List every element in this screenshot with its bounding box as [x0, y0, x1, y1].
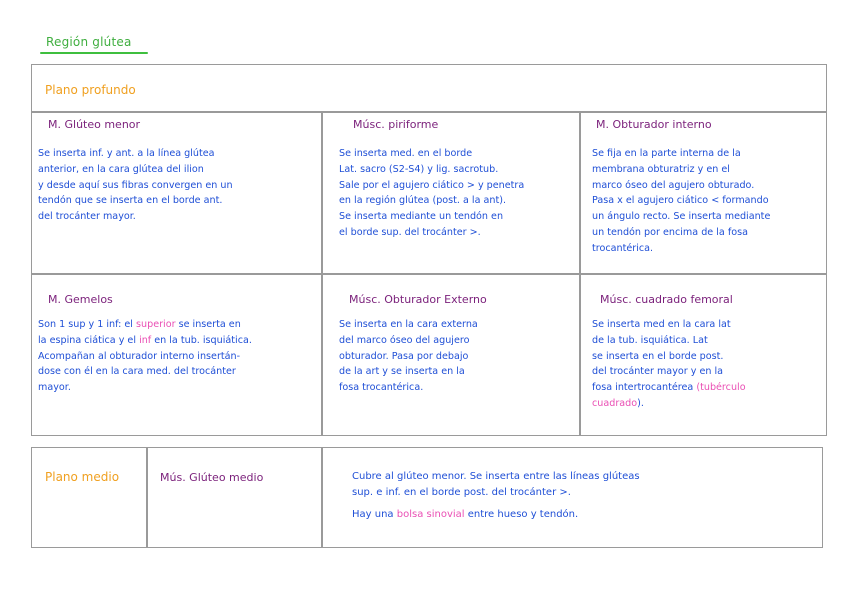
text-run: Pasa x el agujero ciático < formando — [592, 195, 769, 207]
text-run: en la región glútea (post. a la ant). — [339, 195, 507, 207]
text-run: Sale por el agujero ciático > y penetra — [339, 179, 525, 191]
deep-cell — [339, 293, 575, 396]
text-run: fosa intertrocantérea — [592, 382, 697, 394]
muscle-description — [592, 317, 824, 412]
text-line — [339, 146, 575, 162]
muscle-description — [592, 146, 824, 257]
text-line — [592, 241, 824, 257]
highlighted-text: (tubérculo — [696, 382, 746, 394]
text-run: entre hueso y tendón. — [464, 509, 579, 520]
text-run: un ángulo recto. Se inserta mediante — [592, 211, 771, 223]
text-run: de la art y se inserta en la — [339, 366, 465, 378]
divider — [31, 273, 827, 275]
text-run: trocantérica. — [592, 242, 654, 254]
muscle-description — [339, 146, 575, 241]
text-line — [38, 333, 318, 349]
muscle-description — [38, 317, 318, 396]
muscle-name: Mús. Glúteo medio — [160, 471, 264, 484]
text-line — [592, 146, 824, 162]
text-line — [592, 349, 824, 365]
text-run: en la tub. isquiática. — [151, 334, 252, 346]
text-run: dose con él en la cara med. del trocánter — [38, 366, 236, 378]
text-run: se inserta en — [175, 319, 241, 330]
muscle-name: M. Gemelos — [48, 293, 113, 306]
text-run: Se inserta med. en el borde — [339, 148, 473, 159]
text-line — [339, 225, 575, 241]
text-line — [38, 317, 318, 333]
highlighted-text: superior — [136, 319, 176, 330]
text-line — [592, 364, 824, 380]
text-run: marco óseo del agujero obturado. — [592, 179, 755, 191]
divider — [321, 111, 323, 436]
muscle-description — [352, 469, 818, 523]
text-run: fosa trocantérica. — [339, 382, 424, 394]
text-line — [38, 146, 318, 162]
text-line — [38, 209, 318, 225]
deep-plane-label: Plano profundo — [45, 83, 136, 97]
text-run: Hay una — [352, 509, 397, 520]
title-underline — [40, 52, 148, 54]
text-line — [592, 396, 824, 412]
highlighted-text: inf — [139, 334, 152, 346]
text-run: Acompañan al obturador interno insertán- — [38, 350, 241, 362]
text-run: y desde aquí sus fibras convergen en un — [38, 179, 233, 191]
text-run: anterior, en la cara glútea del ilion — [38, 163, 204, 175]
text-line — [592, 380, 824, 396]
page-title: Región glútea — [46, 35, 132, 49]
text-line — [352, 485, 818, 501]
text-run: el borde sup. del trocánter >. — [339, 226, 481, 238]
deep-cell — [592, 293, 824, 412]
deep-cell — [592, 118, 824, 257]
text-line — [592, 333, 824, 349]
text-run: se inserta en el borde post. — [592, 350, 724, 362]
text-run: Se inserta med en la cara lat — [592, 319, 731, 330]
text-line — [38, 364, 318, 380]
text-run: un tendón por encima de la fosa — [592, 226, 748, 238]
muscle-name: M. Glúteo menor — [48, 118, 141, 131]
divider — [146, 447, 148, 548]
text-line — [339, 364, 575, 380]
text-line — [352, 469, 818, 485]
mid-plane-label: Plano medio — [45, 470, 120, 484]
text-line — [339, 317, 575, 333]
text-run: Son 1 sup y 1 inf: el — [38, 319, 137, 330]
text-run: la espina ciática y el — [38, 334, 140, 346]
text-run: Cubre al glúteo menor. Se inserta entre las líneas glúteas — [352, 471, 640, 482]
divider — [321, 447, 323, 548]
muscle-description — [339, 317, 575, 396]
divider — [31, 111, 827, 113]
muscle-name: Músc. Obturador Externo — [349, 293, 487, 306]
text-line — [592, 317, 824, 333]
muscle-name: Músc. cuadrado femoral — [600, 293, 733, 306]
text-line — [339, 333, 575, 349]
text-line — [38, 193, 318, 209]
text-line — [352, 507, 818, 523]
text-run: mayor. — [38, 382, 71, 394]
muscle-description — [38, 146, 318, 225]
text-line — [592, 209, 824, 225]
text-line — [339, 349, 575, 365]
text-run: Se inserta mediante un tendón en — [339, 211, 504, 223]
highlighted-text: cuadrado — [592, 397, 638, 409]
text-line — [592, 225, 824, 241]
deep-cell — [38, 293, 318, 396]
text-line — [592, 178, 824, 194]
text-run: obturador. Pasa por debajo — [339, 350, 469, 362]
text-run: tendón que se inserta en el borde ant. — [38, 195, 223, 207]
text-line — [38, 380, 318, 396]
text-line — [592, 162, 824, 178]
text-run: membrana obturatriz y en el — [592, 163, 730, 175]
text-line — [38, 162, 318, 178]
muscle-name: M. Obturador interno — [596, 118, 712, 131]
highlighted-text: bolsa sinovial — [396, 509, 465, 520]
text-line — [339, 193, 575, 209]
text-line — [38, 349, 318, 365]
text-line — [339, 162, 575, 178]
muscle-name: Músc. piriforme — [353, 118, 439, 131]
text-line — [38, 178, 318, 194]
text-line — [339, 178, 575, 194]
text-run: Lat. sacro (S2-S4) y lig. sacrotub. — [339, 163, 499, 175]
text-line — [339, 209, 575, 225]
divider — [579, 111, 581, 436]
text-run: del trocánter mayor. — [38, 211, 136, 223]
text-run: Se fija en la parte interna de la — [592, 148, 741, 159]
text-run: del marco óseo del agujero — [339, 334, 470, 346]
text-run: de la tub. isquiática. Lat — [592, 334, 708, 346]
text-line — [592, 193, 824, 209]
text-run: Se inserta inf. y ant. a la línea glútea — [38, 148, 215, 159]
text-run: Se inserta en la cara externa — [339, 319, 478, 330]
text-run: sup. e inf. en el borde post. del trocánter >. — [352, 487, 571, 498]
text-line — [339, 380, 575, 396]
text-run: del trocánter mayor y en la — [592, 366, 724, 378]
text-run: ). — [637, 397, 644, 409]
deep-cell — [38, 118, 318, 225]
deep-cell — [339, 118, 575, 241]
